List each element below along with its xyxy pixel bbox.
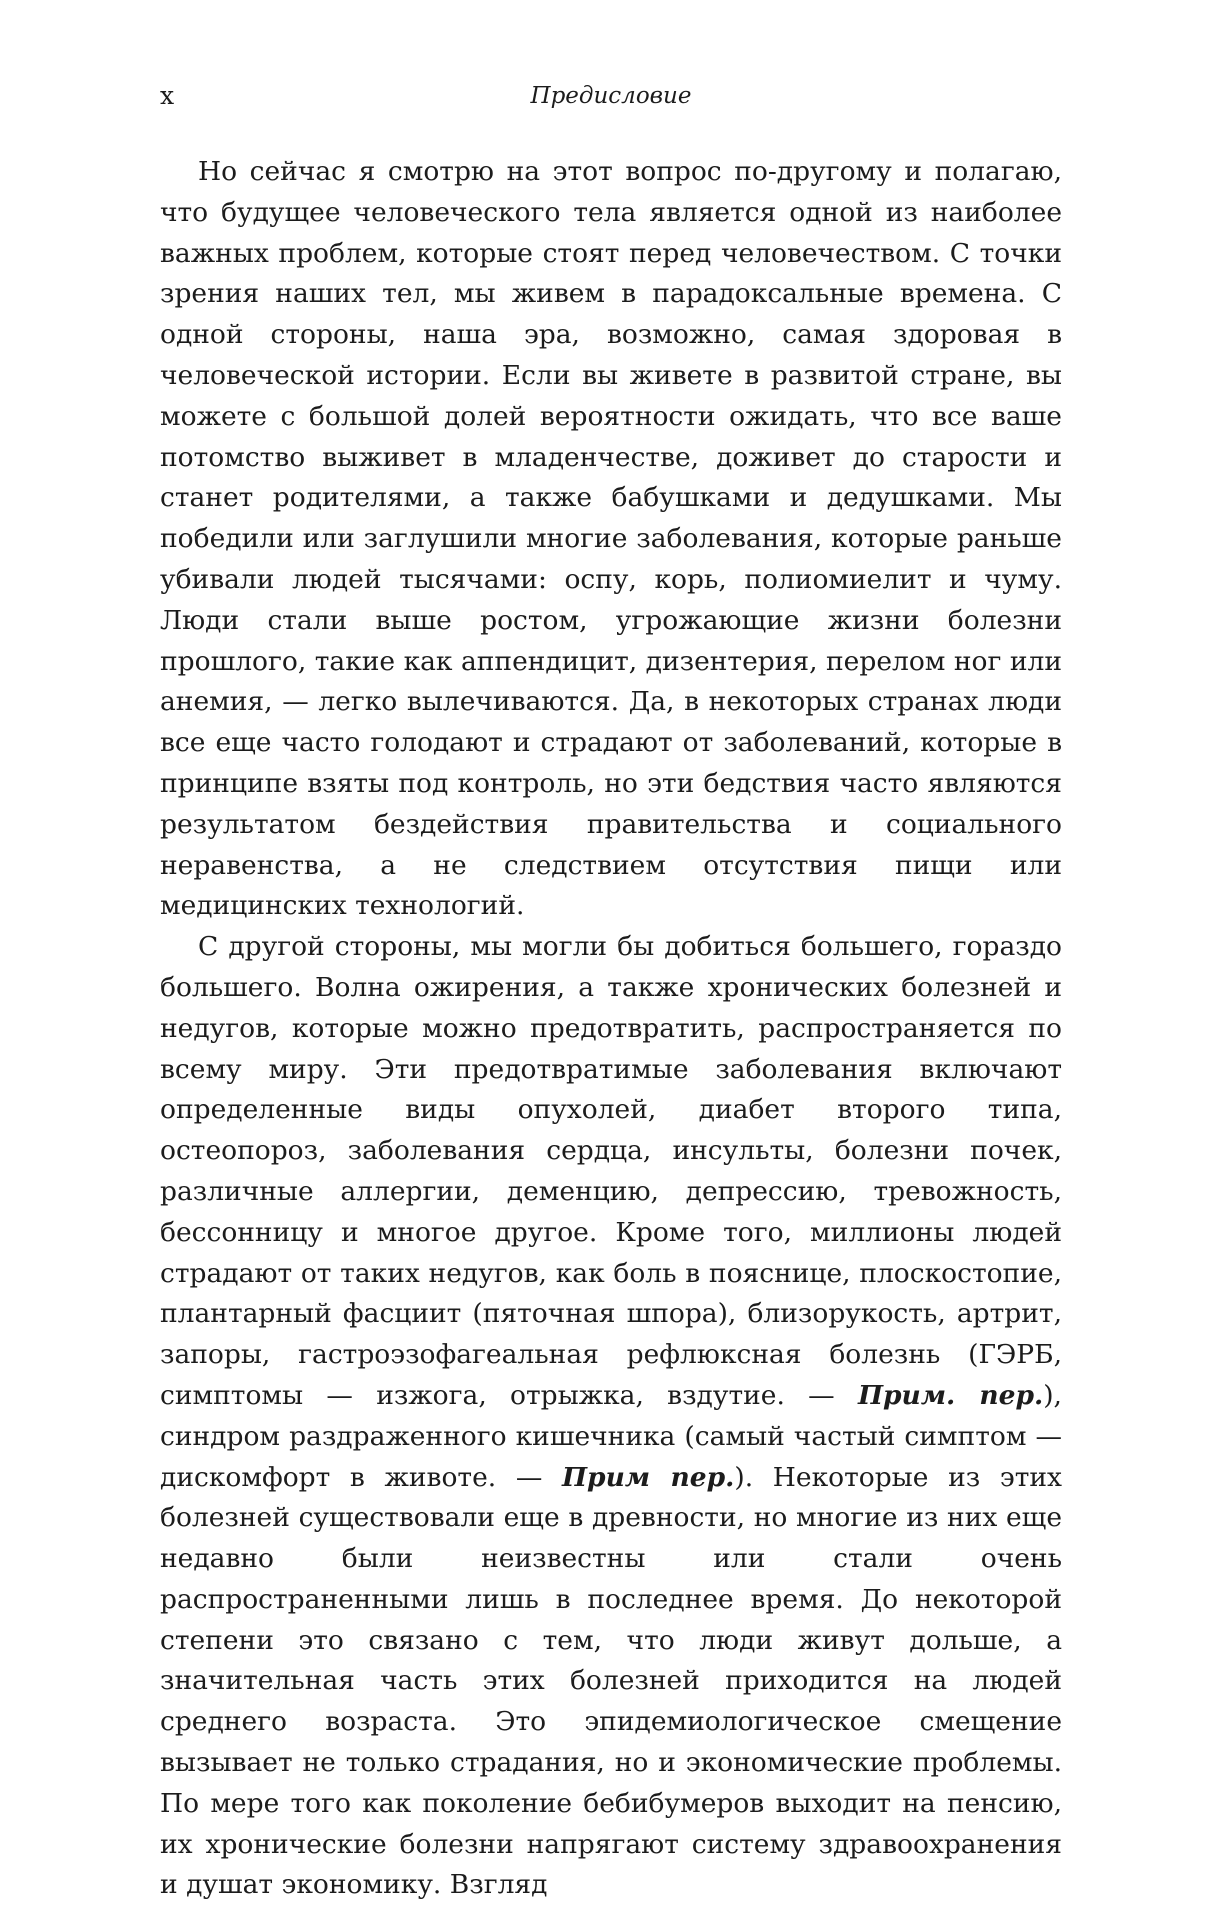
page-number: x [160, 81, 176, 110]
translator-note-2: Прим пер. [562, 1461, 735, 1493]
paragraph-2-segment-3: ). Некоторые из этих болезней существовали еще в древности, но многие из них еще недавно были неизвестны или стали очень распространенными лишь в последнее время. До некоторой степени это связано с тем, что люди живут дольше, а значительная часть этих болезней приходится на людей среднего возраста. Это эпидемиологическое смещение вызывает не только страдания, но и экономические проблемы. По мере того как поколение бебибумеров выходит на пенсию, их хронические болезни напрягают систему здравоохранения и душат экономику. Взгляд [160, 1461, 1062, 1901]
running-title: Предисловие [530, 83, 692, 109]
paragraph-2-segment-2: ), синдром раздраженного кишечника (самый частый симптом — дискомфорт в животе. — [160, 1379, 1062, 1493]
body-text [160, 152, 1062, 1906]
page-header [160, 78, 1062, 114]
paragraph-1: Но сейчас я смотрю на этот вопрос по-другому и полагаю, что будущее человеческого тела является одной из наиболее важных проблем, которые стоят перед человечеством. С точки зрения наших тел, мы живем в парадоксальные времена. С одной стороны, наша эра, возможно, самая здоровая в человеческой истории. Если вы живете в развитой стране, вы можете с большой долей вероятности ожидать, что все ваше потомство выживет в младенчестве, доживет до старости и станет родителями, а также бабушками и дедушками. Мы победили или заглушили многие заболевания, которые раньше убивали людей тысячами: оспу, корь, полиомиелит и чуму. Люди стали выше ростом, угрожающие жизни болезни прошлого, такие как аппендицит, дизентерия, перелом ног или анемия, — легко вылечиваются. Да, в некоторых странах люди все еще часто голодают и страдают от заболеваний, которые в принципе взяты под контроль, но эти бедствия часто являются результатом бездействия правительства и социального неравенства, а не следствием отсутствия пищи или медицинских технологий. [160, 156, 1062, 922]
paragraph-2-segment-1: С другой стороны, мы могли бы добиться большего, гораздо большего. Волна ожирения, а также хронических болезней и недугов, которые можно предотвратить, распространяется по всему миру. Эти предотвратимые заболевания включают определенные виды опухолей, диабет второго типа, остеопороз, заболевания сердца, инсульты, болезни почек, различные аллергии, деменцию, депрессию, тревожность, бессонницу и многое другое. Кроме того, миллионы людей страдают от таких недугов, как боль в пояснице, плоскостопие, плантарный фасциит (пяточная шпора), близорукость, артрит, запоры, гастроэзофагеальная рефлюксная болезнь (ГЭРБ, симптомы — изжога, отрыжка, вздутие. — [160, 931, 1062, 1411]
translator-note-1: Прим. пер. [857, 1379, 1044, 1411]
paragraph-2 [160, 927, 1062, 1906]
